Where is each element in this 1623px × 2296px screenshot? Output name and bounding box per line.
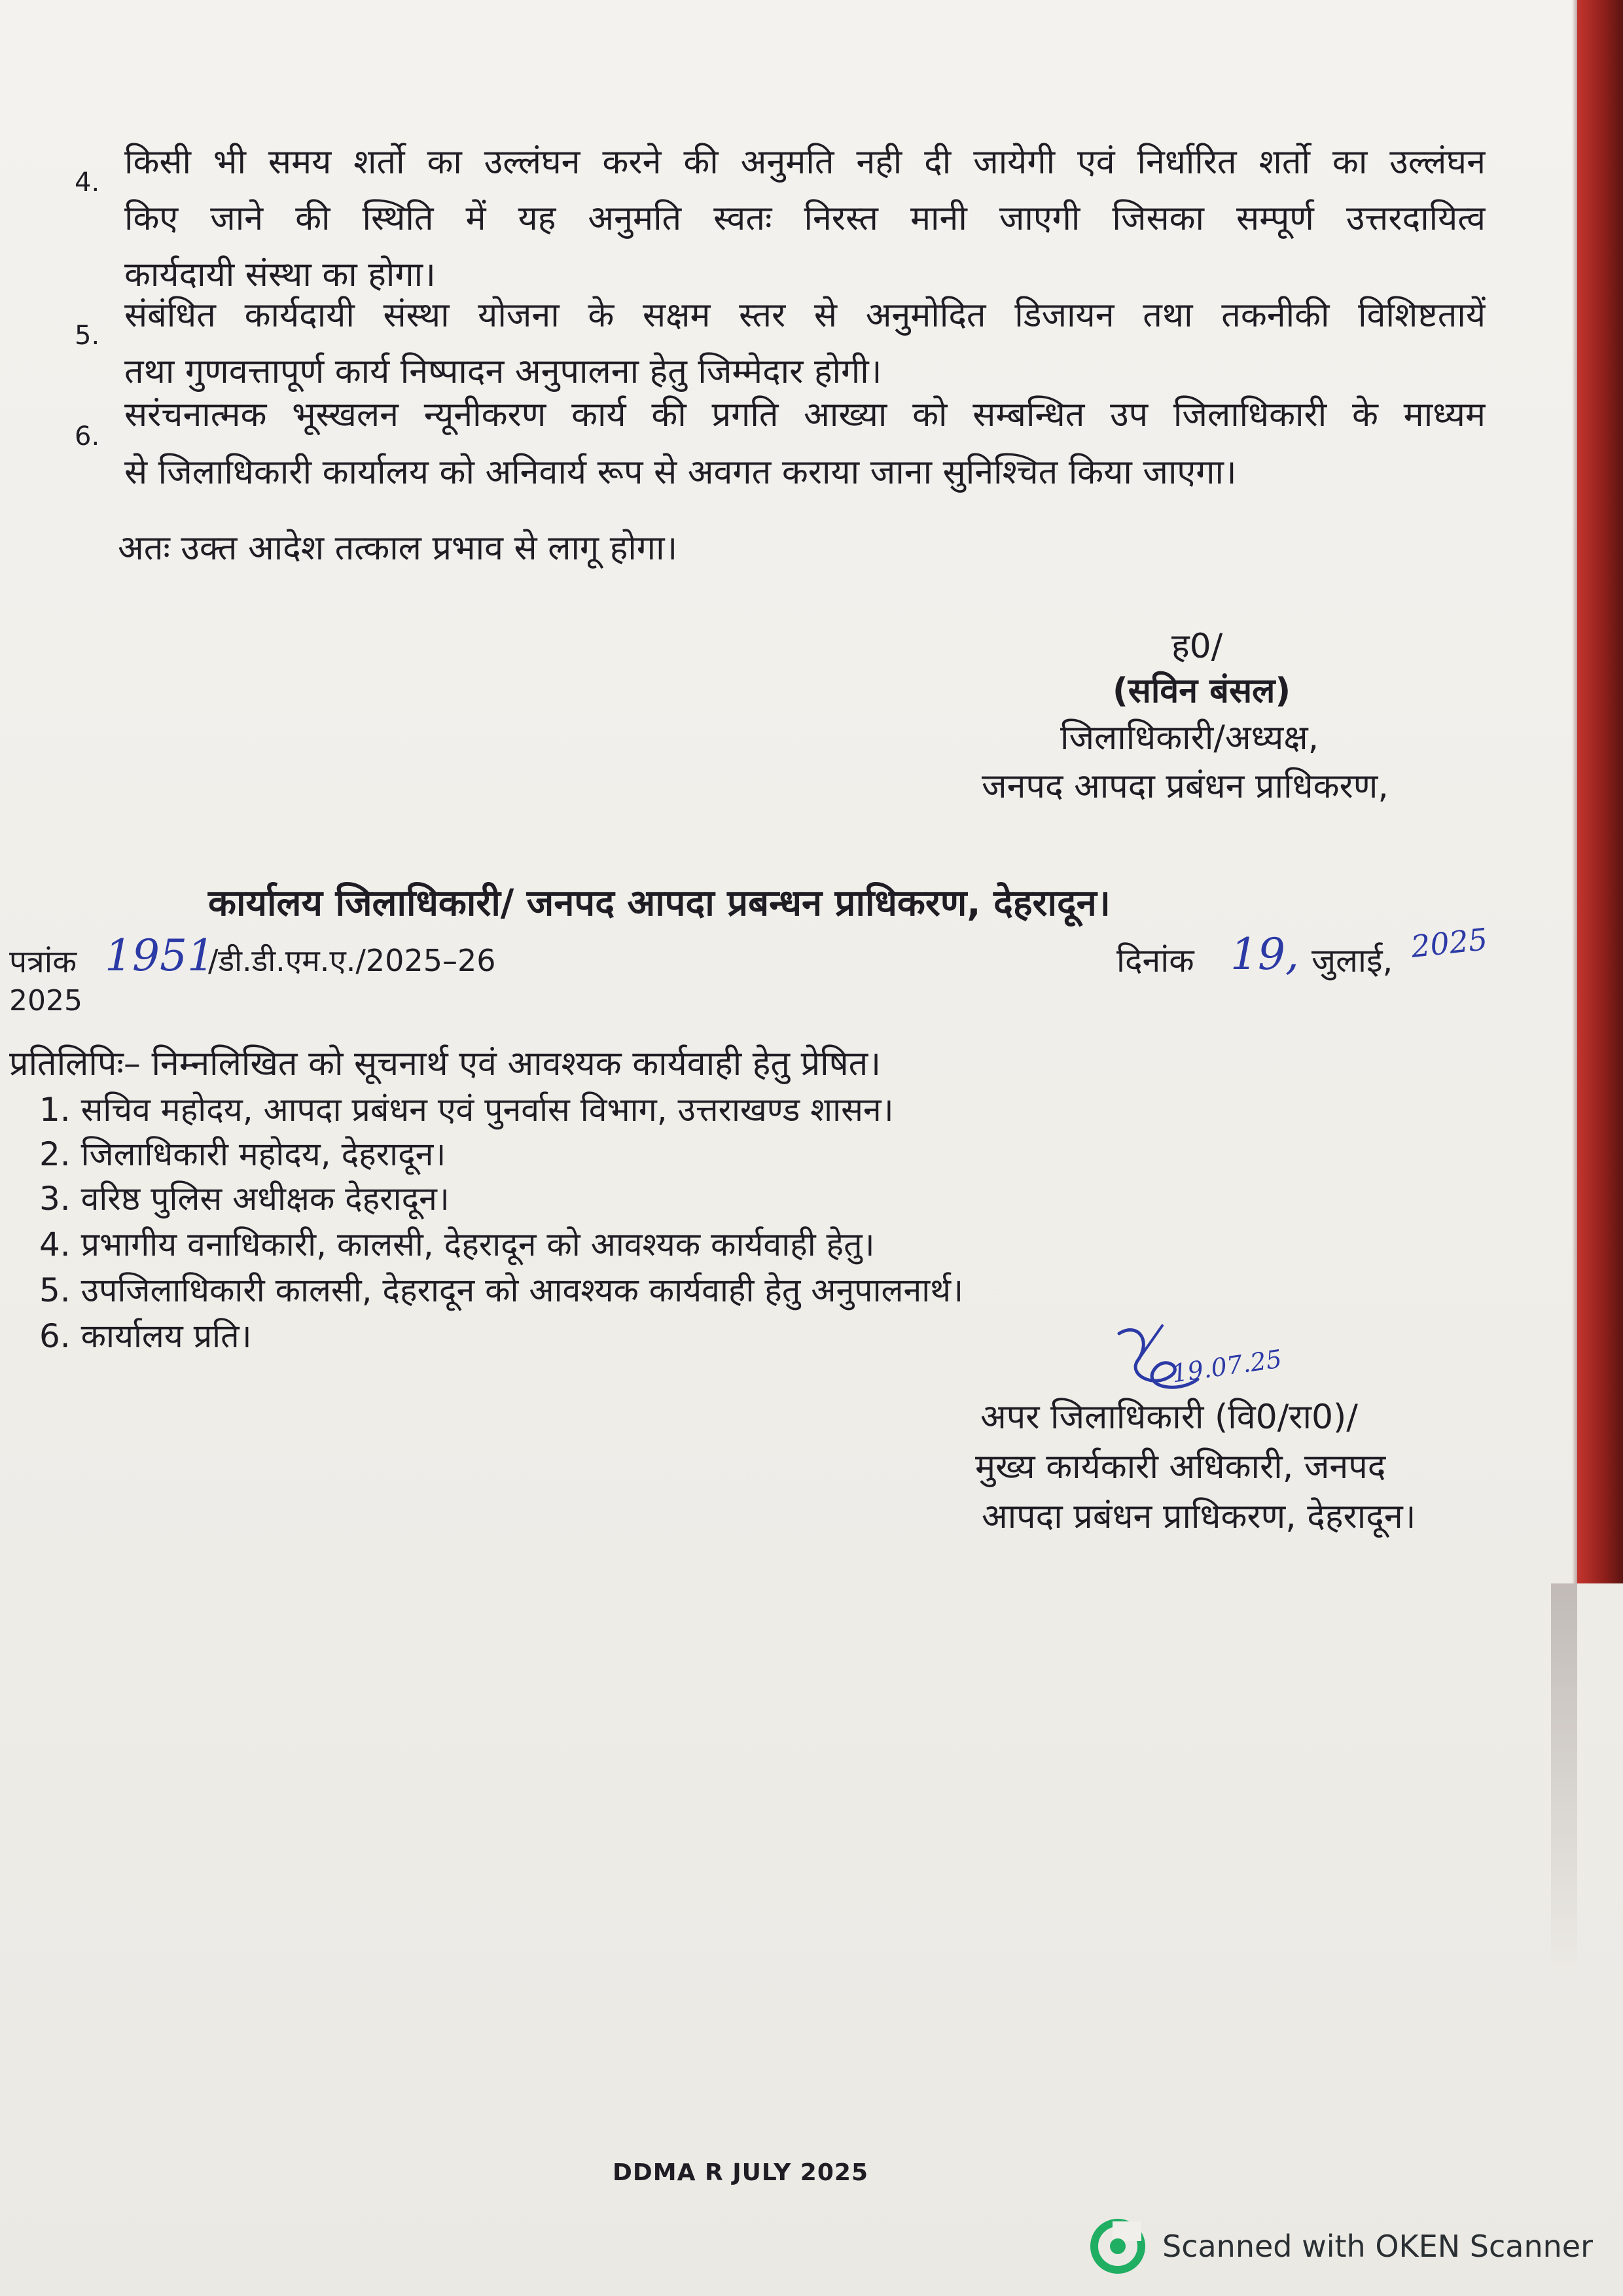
condition-6-line-1: सरंचनात्मक भूस्खलन न्यूनीकरण कार्य की प्रगति आख्या को सम्बन्धित उप जिलाधिकारी के माध्यम xyxy=(124,395,1486,434)
condition-4-number: 4. xyxy=(75,168,100,198)
condition-4-line-1: किसी भी समय शर्तो का उल्लंघन करने की अनुमति नही दी जायेगी एवं निर्धारित शर्तो का उल्लंघन xyxy=(124,143,1486,182)
signatory-2-authority: आपदा प्रबंधन प्राधिकरण, देहरादून। xyxy=(982,1497,1416,1536)
condition-5-line-1: संबंधित कार्यदायी संस्था योजना के सक्षम स्तर से अनुमोदित डिजायन तथा तकनीकी विशिष्टतायें xyxy=(124,296,1486,335)
condition-5-number: 5. xyxy=(75,321,100,351)
copy-to-intro: प्रतिलिपिः– निम्नलिखित को सूचनार्थ एवं आवश्यक कार्यवाही हेतु प्रेषित। xyxy=(9,1044,882,1084)
letter-ref-year: 2025 xyxy=(9,984,82,1017)
letter-date-label: दिनांक xyxy=(1116,942,1194,980)
letter-ref-number-handwritten: 1951 xyxy=(105,930,215,981)
letter-date-day-handwritten: 19, xyxy=(1230,929,1299,980)
office-heading: कार्यालय जिलाधिकारी/ जनपद आपदा प्रबन्धन प्राधिकरण, देहरादून। xyxy=(208,882,1111,925)
oken-scanner-logo-icon xyxy=(1090,2219,1145,2274)
signatory-2-role: मुख्य कार्यकारी अधिकारी, जनपद xyxy=(975,1447,1386,1487)
footer-document-code: DDMA R JULY 2025 xyxy=(613,2159,868,2186)
copy-to-recipient-6: 6. कार्यालय प्रति। xyxy=(39,1317,252,1355)
letter-date-year-handwritten: 2025 xyxy=(1409,921,1489,964)
signatory-2-handwritten-date: 19.07.25 xyxy=(1169,1344,1284,1388)
copy-to-recipient-2: 2. जिलाधिकारी महोदय, देहरादून। xyxy=(39,1135,446,1173)
signatory-1-signed-mark: ह0/ xyxy=(1171,627,1223,666)
copy-to-recipient-4: 4. प्रभागीय वनाधिकारी, कालसी, देहरादून को आवश्यक कार्यवाही हेतु। xyxy=(39,1226,875,1263)
condition-6-number: 6. xyxy=(75,421,100,451)
letter-ref-label: पत्रांक xyxy=(9,944,77,980)
condition-6-line-2: से जिलाधिकारी कार्यालय को अनिवार्य रूप से अवगत कराया जाना सुनिश्चित किया जाएगा। xyxy=(124,453,1237,492)
scanner-watermark xyxy=(1090,2217,1593,2276)
letter-ref-suffix: /डी.डी.एम.ए./2025–26 xyxy=(208,943,496,978)
signatory-2-designation: अपर जिलाधिकारी (वि0/रा0)/ xyxy=(980,1398,1358,1437)
scanner-watermark-text: Scanned with OKEN Scanner xyxy=(1162,2229,1593,2264)
condition-5-line-2: तथा गुणवत्तापूर्ण कार्य निष्पादन अनुपालना हेतु जिम्मेदार होगी। xyxy=(124,352,882,391)
signatory-1-authority: जनपद आपदा प्रबंधन प्राधिकरण, xyxy=(982,767,1389,806)
page-edge-red-background xyxy=(1577,0,1623,1583)
condition-4-line-3: कार्यदायी संस्था का होगा। xyxy=(124,255,436,294)
page-edge-shadow xyxy=(1551,1583,1577,1976)
signatory-1-designation: जिलाधिकारी/अध्यक्ष, xyxy=(1060,718,1319,758)
letter-date-month: जुलाई, xyxy=(1311,942,1393,980)
copy-to-recipient-5: 5. उपजिलाधिकारी कालसी, देहरादून को आवश्यक कार्यवाही हेतु अनुपालनार्थ। xyxy=(39,1271,964,1309)
order-statement: अतः उक्त आदेश तत्काल प्रभाव से लागू होगा। xyxy=(118,529,678,568)
signatory-1-name: (सविन बंसल) xyxy=(1113,671,1291,711)
copy-to-recipient-1: 1. सचिव महोदय, आपदा प्रबंधन एवं पुनर्वास विभाग, उत्तराखण्ड शासन। xyxy=(39,1091,894,1129)
copy-to-recipient-3: 3. वरिष्ठ पुलिस अधीक्षक देहरादून। xyxy=(39,1180,450,1218)
condition-4-line-2: किए जाने की स्थिति में यह अनुमति स्वतः निरस्त मानी जाएगी जिसका सम्पूर्ण उत्तरदायित्व xyxy=(124,199,1486,238)
